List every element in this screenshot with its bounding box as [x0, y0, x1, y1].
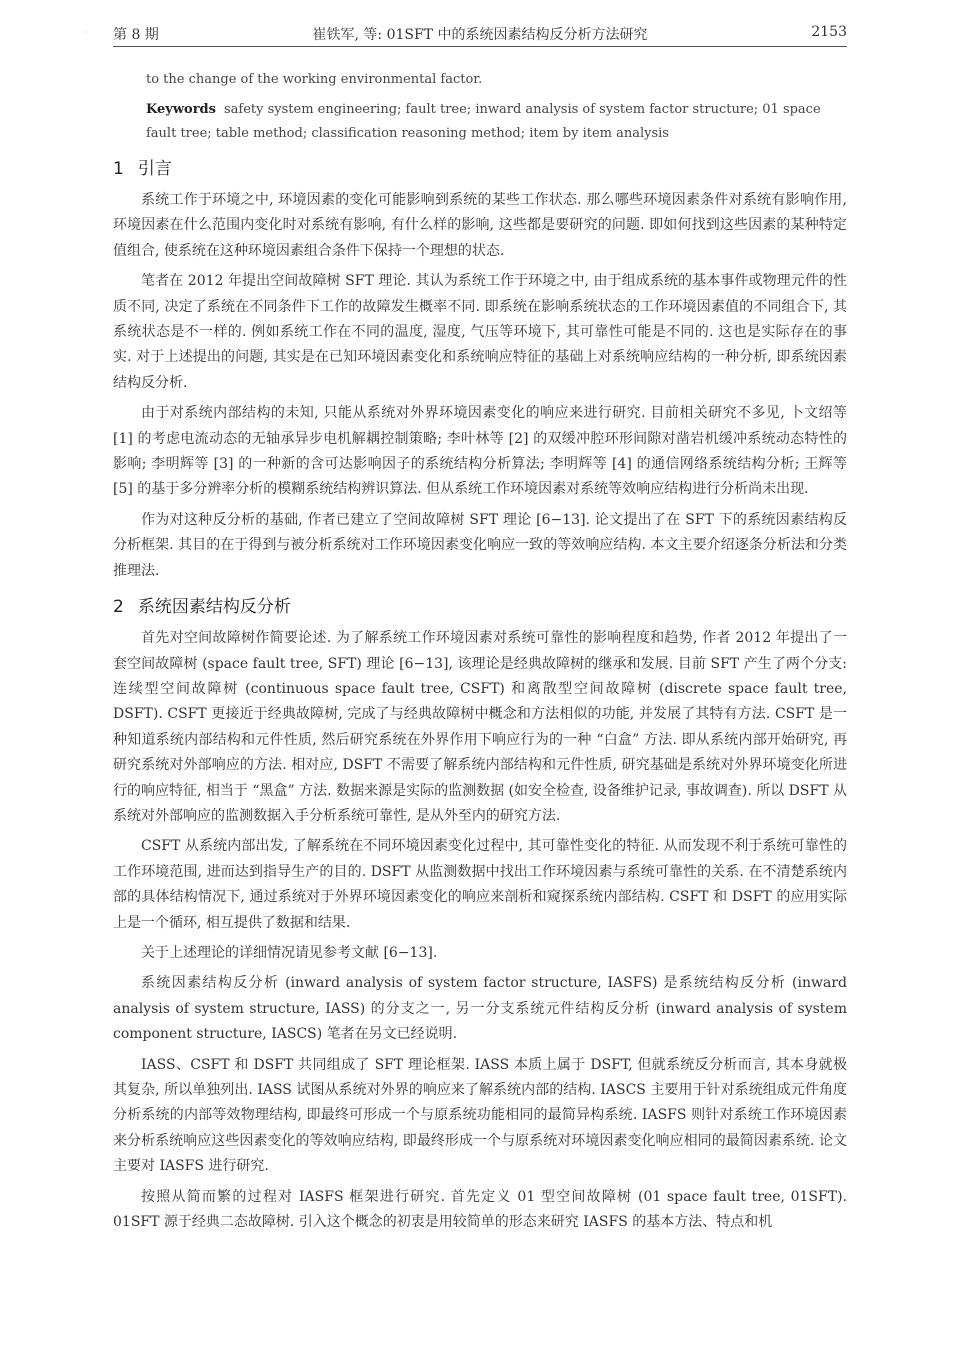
paragraph: IASS、CSFT 和 DSFT 共同组成了 SFT 理论框架. IASS 本质上属于 DSFT, 但就系统反分析而言, 其本身就极其复杂, 所以单独列出. IASS 试图从系统对外界的响应来了解系统内部的结构. IASCS 主要用于针对系统组成元件角度分析系统的内部等效物理结构, 即最终可形成一个与原系统功能相同的最简异构系统. IASFS 则针对系统工作环境因素来分析系统响应这些因素变化的等效响应结构, 即最终形成一个与原系统对环境因素变化响应相同的最简因素系统. 论文主要对 IASFS 进行研究. [113, 1056, 847, 1175]
page-number: 2153 [811, 24, 847, 40]
paragraph: 首先对空间故障树作简要论述. 为了解系统工作环境因素对系统可靠性的影响程度和趋势, 作者 2012 年提出了一套空间故障树 (space fault tree, SFT) 理论 [6−13], 该理论是经典故障树的继承和发展. 目前 SFT 产生了两个分支: 连续型空间故障树 (continuous space fault tree, CSFT) 和离散型空间故障树 (discrete space fault tree, DSFT). CSFT 更接近于经典故障树, 完成了与经典故障树中概念和方法相似的功能, 并发展了其特有方法. CSFT 是一种知道系统内部结构和元件性质, 然后研究系统在外界作用下响应行为的一种 “白盒” 方法. 即从系统内部开始研究, 再研究系统对外部响应的方法. 相对应, DSFT 不需要了解系统内部结构和元件性质, 研究基础是系统对外界环境变化所进行的响应特征, 相当于 “黑盒” 方法. 数据来源是实际的监测数据 (如安全检查, 设备维护记录, 事故调查). 所以 DSFT 从系统对外部响应的监测数据入手分析系统可靠性, 是从外至内的研究方法. [113, 630, 847, 824]
paragraph: 按照从简而繁的过程对 IASFS 框架进行研究. 首先定义 01 型空间故障树 (01 space fault tree, 01SFT). 01SFT 源于经典二态故障树. 引入这个概念的初衷是用较简单的形态来研究 IASFS 的基本方法、特点和机 [113, 1188, 847, 1231]
running-header [113, 22, 847, 47]
section-2 [113, 594, 847, 1235]
section-title: 引言 [137, 159, 172, 179]
paragraph: 系统工作于环境之中, 环境因素的变化可能影响到系统的某些工作状态. 那么哪些环境因素条件对系统有影响作用, 环境因素在什么范围内变化时对系统有影响, 有什么样的影响, 这些都是要研究的问题. 即如何找到这些因素的某种特定值组合, 使系统在这种环境因素组合条件下保持一个理想的状态. [113, 192, 847, 259]
paragraph: 由于对系统内部结构的未知, 只能从系统对外界环境因素变化的响应来进行研究. 目前相关研究不多见, 卜文绍等 [1] 的考虑电流动态的无轴承异步电机解耦控制策略; 李叶林等 [2] 的双缓冲腔环形间隙对凿岩机缓冲系统动态特性的影响; 李明辉等 [3] 的一种新的含可达影响因子的系统结构分析算法; 李明辉等 [4] 的通信网络系统结构分析; 王辉等 [5] 的基于多分辨率分析的模糊系统结构辨识算法. 但从系统工作环境因素对系统等效响应结构进行分析尚未出现. [113, 405, 847, 498]
running-title: 崔铁军, 等: 01SFT 中的系统因素结构反分析方法研究 [312, 27, 648, 43]
paragraph: CSFT 从系统内部出发, 了解系统在不同环境因素变化过程中, 其可靠性变化的特征. 从而发现不利于系统可靠性的工作环境范围, 进而达到指导生产的目的. DSFT 从监测数据中找出工作环境因素与系统可靠性的关系. 在不清楚系统内部的具体结构情况下, 通过系统对于外界环境因素变化的响应来剖析和窥探系统内部结构. CSFT 和 DSFT 的应用实际上是一个循环, 相互提供了数据和结果. [113, 838, 847, 931]
keywords-text: safety system engineering; fault tree; inward analysis of system factor structure; 01 space fault tree; table method; classification reasoning method; item by item analysis [146, 102, 821, 141]
section-number: 1 [113, 159, 124, 179]
keywords [146, 98, 847, 146]
section-title: 系统因素结构反分析 [137, 597, 291, 618]
paragraph: 笔者在 2012 年提出空间故障树 SFT 理论. 其认为系统工作于环境之中, 由于组成系统的基本事件或物理元件的性质不同, 决定了系统在不同条件下工作的故障发生概率不同. 即系统在影响系统状态的工作环境因素值的不同组合下, 其系统状态是不一样的. 例如系统工作在不同的温度, 湿度, 气压等环境下, 其可靠性可能是不同的. 这也是实际存在的事实. 对于上述提出的问题, 其实是在已知环境因素变化和系统响应特征的基础上对系统响应结构的一种分析, 即系统因素结构反分析. [113, 273, 847, 391]
abstract-tail: to the change of the working environmental factor. [146, 72, 483, 87]
section-number: 2 [113, 597, 124, 618]
paragraph: 作为对这种反分析的基础, 作者已建立了空间故障树 SFT 理论 [6−13]. 论文提出了在 SFT 下的系统因素结构反分析框架. 其目的在于得到与被分析系统对工作环境因素变化响应一致的等效响应结构. 本文主要介绍逐条分析法和分类推理法. [113, 511, 847, 579]
section-1 [113, 156, 847, 584]
watermark [73, 9, 101, 57]
paragraph: 系统因素结构反分析 (inward analysis of system factor structure, IASFS) 是系统结构反分析 (inward analysis of system structure, IASS) 的分支之一, 另一分支系统元件结构反分析 (inward analysis of system component structure, IASCS) 笔者在另文已经说明. [113, 975, 847, 1043]
section-heading [113, 156, 847, 182]
issue-number: 第 8 期 [113, 27, 159, 43]
section-heading [113, 594, 847, 620]
keywords-label: Keywords [146, 102, 216, 117]
body-content [113, 68, 847, 1240]
paragraph: 关于上述理论的详细情况请见参考文献 [6−13]. [141, 944, 438, 961]
